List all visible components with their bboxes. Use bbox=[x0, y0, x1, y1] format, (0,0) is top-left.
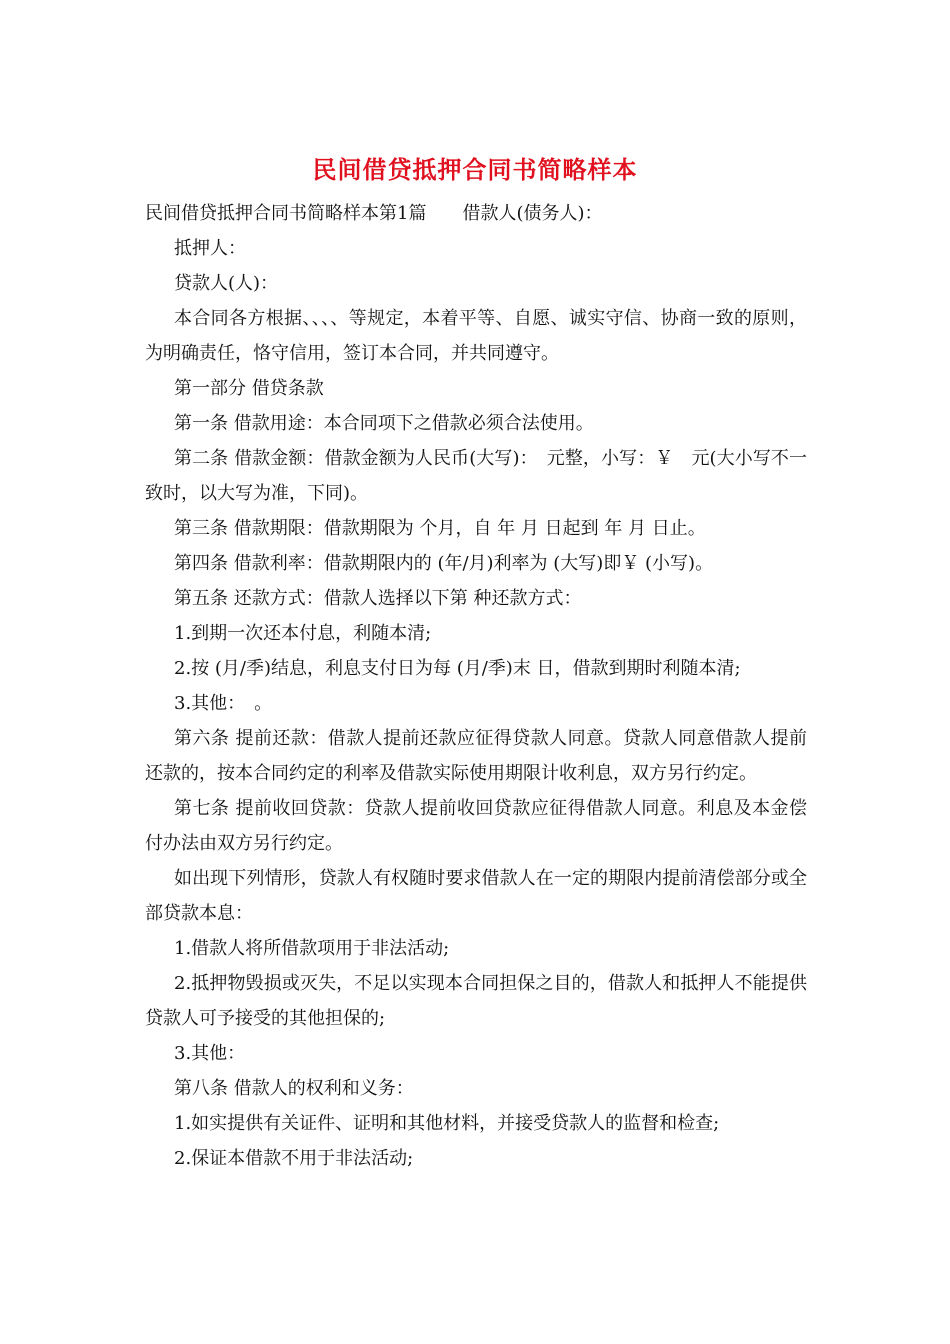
paragraph-article-7: 第七条 提前收回贷款：贷款人提前收回贷款应征得借款人同意。利息及本金偿付办法由双方另行约定。 bbox=[145, 798, 807, 854]
list-item: 2.按 (月/季)结息，利息支付日为每 (月/季)末 日，借款到期时利随本清; bbox=[174, 658, 741, 679]
document-body bbox=[145, 196, 807, 1176]
paragraph-intro: 民间借贷抵押合同书简略样本第1篇 借款人(债务人)： bbox=[145, 203, 603, 224]
paragraph-article-2: 第二条 借款金额：借款金额为人民币(大写)： 元整，小写：￥ 元(大小写不一致时，以大写为准，下同)。 bbox=[145, 448, 807, 504]
paragraph-mortgagor: 抵押人： bbox=[174, 238, 246, 259]
paragraph-conditions: 如出现下列情形，贷款人有权随时要求借款人在一定的期限内提前清偿部分或全部贷款本息： bbox=[145, 868, 807, 924]
paragraph-article-1: 第一条 借款用途：本合同项下之借款必须合法使用。 bbox=[174, 413, 594, 434]
paragraph-preamble: 本合同各方根据、、、、等规定，本着平等、自愿、诚实守信、协商一致的原则，为明确责任，恪守信用，签订本合同，并共同遵守。 bbox=[145, 308, 807, 364]
paragraph-article-4: 第四条 借款利率：借款期限内的 (年/月)利率为 (大写)即￥ (小写)。 bbox=[174, 553, 714, 574]
document-title: 民间借贷抵押合同书简略样本 bbox=[312, 155, 638, 184]
list-item: 3.其他： 。 bbox=[174, 693, 273, 714]
list-item: 1.借款人将所借款项用于非法活动; bbox=[174, 938, 450, 959]
list-item: 1.如实提供有关证件、证明和其他材料，并接受贷款人的监督和检查; bbox=[174, 1113, 720, 1134]
list-item: 1.到期一次还本付息，利随本清; bbox=[174, 623, 432, 644]
paragraph-article-5: 第五条 还款方式：借款人选择以下第 种还款方式： bbox=[174, 588, 582, 609]
paragraph-article-8: 第八条 借款人的权利和义务： bbox=[174, 1078, 414, 1099]
list-item: 2.抵押物毁损或灭失，不足以实现本合同担保之目的，借款人和抵押人不能提供贷款人可予接受的其他担保的; bbox=[145, 973, 807, 1029]
paragraph-article-3: 第三条 借款期限：借款期限为 个月，自 年 月 日起到 年 月 日止。 bbox=[174, 518, 706, 539]
paragraph-article-6: 第六条 提前还款：借款人提前还款应征得贷款人同意。贷款人同意借款人提前还款的，按本合同约定的利率及借款实际使用期限计收利息，双方另行约定。 bbox=[145, 728, 807, 784]
paragraph-lender: 贷款人(人)： bbox=[174, 273, 279, 294]
list-item: 3.其他： bbox=[174, 1043, 246, 1064]
paragraph-part-one: 第一部分 借贷条款 bbox=[174, 378, 324, 399]
list-item: 2.保证本借款不用于非法活动; bbox=[174, 1148, 414, 1169]
